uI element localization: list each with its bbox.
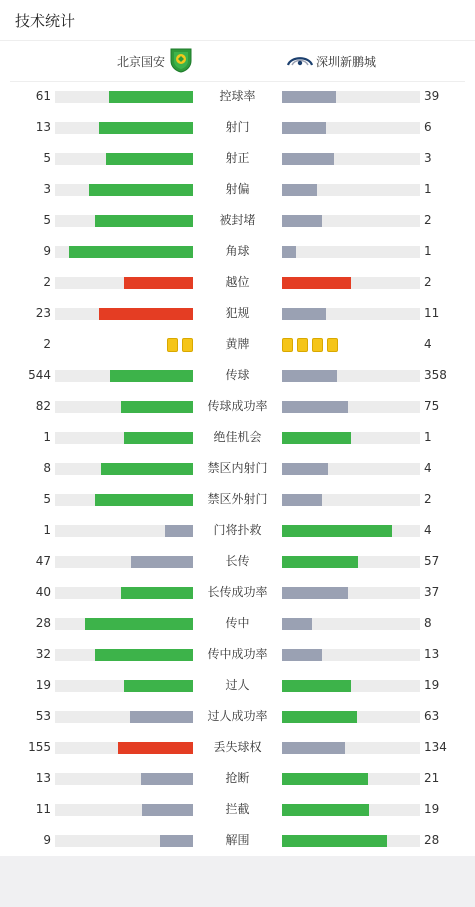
stats-list bbox=[0, 81, 475, 856]
home-bar bbox=[95, 649, 193, 661]
away-bar bbox=[282, 184, 317, 196]
away-bar bbox=[282, 711, 357, 723]
away-bar-track bbox=[282, 525, 420, 537]
home-bar bbox=[118, 742, 193, 754]
away-bar bbox=[282, 246, 296, 258]
home-bar-track bbox=[55, 246, 193, 258]
home-bar-track bbox=[55, 277, 193, 289]
yellow-card-icon bbox=[312, 338, 323, 352]
stat-row bbox=[0, 515, 475, 546]
stat-row bbox=[0, 422, 475, 453]
home-yellow-cards bbox=[167, 338, 193, 352]
home-value: 2 bbox=[43, 275, 51, 289]
home-team[interactable] bbox=[117, 41, 193, 81]
away-value: 2 bbox=[424, 492, 432, 506]
away-yellow-cards bbox=[282, 338, 338, 352]
away-value: 3 bbox=[424, 151, 432, 165]
stat-label: 控球率 bbox=[219, 89, 256, 103]
home-bar bbox=[121, 587, 193, 599]
away-bar-track bbox=[282, 215, 420, 227]
away-bar-track bbox=[282, 587, 420, 599]
stat-label: 被封堵 bbox=[219, 213, 256, 227]
home-bar bbox=[99, 122, 193, 134]
teams-header bbox=[0, 41, 475, 81]
away-bar bbox=[282, 215, 322, 227]
away-value: 1 bbox=[424, 244, 432, 258]
away-value: 4 bbox=[424, 461, 432, 475]
away-bar bbox=[282, 277, 351, 289]
away-bar bbox=[282, 773, 368, 785]
home-value: 5 bbox=[43, 492, 51, 506]
yellow-card-icon bbox=[167, 338, 178, 352]
away-bar bbox=[282, 494, 322, 506]
stat-row bbox=[0, 763, 475, 794]
stat-row bbox=[0, 670, 475, 701]
home-value: 5 bbox=[43, 213, 51, 227]
home-bar bbox=[101, 463, 193, 475]
away-value: 11 bbox=[424, 306, 440, 320]
home-bar bbox=[95, 215, 193, 227]
stat-row bbox=[0, 732, 475, 763]
away-bar bbox=[282, 432, 351, 444]
home-value: 47 bbox=[35, 554, 51, 568]
away-value: 4 bbox=[424, 523, 432, 537]
stat-row bbox=[0, 453, 475, 484]
away-value: 1 bbox=[424, 430, 432, 444]
stat-row bbox=[0, 267, 475, 298]
away-bar-track bbox=[282, 184, 420, 196]
home-bar bbox=[85, 618, 193, 630]
home-bar bbox=[124, 432, 193, 444]
stat-row bbox=[0, 143, 475, 174]
away-value: 6 bbox=[424, 120, 432, 134]
yellow-card-icon bbox=[297, 338, 308, 352]
away-bar bbox=[282, 680, 351, 692]
home-value: 61 bbox=[35, 89, 51, 103]
home-bar bbox=[89, 184, 193, 196]
away-value: 28 bbox=[424, 833, 440, 847]
stat-row bbox=[0, 546, 475, 577]
stat-row bbox=[0, 825, 475, 856]
away-bar-track bbox=[282, 649, 420, 661]
home-bar-track bbox=[55, 587, 193, 599]
home-bar-track bbox=[55, 711, 193, 723]
home-bar-track bbox=[55, 215, 193, 227]
home-bar bbox=[124, 277, 193, 289]
stat-row bbox=[0, 112, 475, 143]
stat-label: 禁区内射门 bbox=[207, 461, 268, 475]
stat-label: 过人成功率 bbox=[207, 709, 268, 723]
away-bar bbox=[282, 649, 322, 661]
away-bar bbox=[282, 804, 369, 816]
stat-row bbox=[0, 484, 475, 515]
away-bar-track bbox=[282, 308, 420, 320]
home-bar-track bbox=[55, 463, 193, 475]
away-bar bbox=[282, 587, 348, 599]
away-bar-track bbox=[282, 122, 420, 134]
home-bar-track bbox=[55, 153, 193, 165]
away-bar bbox=[282, 742, 345, 754]
away-bar bbox=[282, 525, 392, 537]
stat-label: 长传 bbox=[225, 554, 250, 568]
away-value: 19 bbox=[424, 678, 440, 692]
away-bar-track bbox=[282, 804, 420, 816]
home-bar-track bbox=[55, 742, 193, 754]
away-value: 2 bbox=[424, 213, 432, 227]
home-value: 11 bbox=[35, 802, 51, 816]
home-bar-track bbox=[55, 494, 193, 506]
stat-label: 传中 bbox=[225, 616, 250, 630]
stat-row bbox=[0, 81, 475, 112]
home-bar-track bbox=[55, 556, 193, 568]
home-value: 19 bbox=[35, 678, 51, 692]
yellow-card-icon bbox=[327, 338, 338, 352]
away-bar bbox=[282, 370, 337, 382]
stat-label: 禁区外射门 bbox=[207, 492, 268, 506]
home-value: 544 bbox=[28, 368, 51, 382]
home-value: 155 bbox=[28, 740, 51, 754]
home-bar bbox=[131, 556, 193, 568]
stat-row bbox=[0, 577, 475, 608]
home-bar-track bbox=[55, 835, 193, 847]
home-bar bbox=[69, 246, 193, 258]
stat-label: 长传成功率 bbox=[207, 585, 268, 599]
home-value: 1 bbox=[43, 523, 51, 537]
home-value: 8 bbox=[43, 461, 51, 475]
page-title: 技术统计 bbox=[15, 12, 76, 30]
stat-label: 传球成功率 bbox=[207, 399, 268, 413]
away-value: 358 bbox=[424, 368, 447, 382]
stat-row bbox=[0, 639, 475, 670]
home-bar-track bbox=[55, 308, 193, 320]
stat-label: 越位 bbox=[225, 275, 250, 289]
away-team-name: 深圳新鹏城 bbox=[316, 54, 377, 69]
home-bar bbox=[109, 91, 193, 103]
away-bar-track bbox=[282, 618, 420, 630]
stat-row bbox=[0, 236, 475, 267]
away-bar-track bbox=[282, 680, 420, 692]
home-value: 3 bbox=[43, 182, 51, 196]
home-bar-track bbox=[55, 804, 193, 816]
stat-row bbox=[0, 205, 475, 236]
away-bar-track bbox=[282, 773, 420, 785]
away-bar bbox=[282, 401, 348, 413]
stat-row bbox=[0, 391, 475, 422]
away-value: 134 bbox=[424, 740, 447, 754]
home-bar-track bbox=[55, 122, 193, 134]
home-bar-track bbox=[55, 618, 193, 630]
stat-label: 门将扑救 bbox=[213, 523, 262, 537]
stat-label: 绝佳机会 bbox=[213, 430, 262, 444]
stat-row bbox=[0, 608, 475, 639]
away-bar bbox=[282, 91, 336, 103]
away-value: 21 bbox=[424, 771, 440, 785]
home-value: 13 bbox=[35, 120, 51, 134]
stat-label: 抢断 bbox=[225, 771, 250, 785]
stat-label: 犯规 bbox=[225, 306, 250, 320]
home-bar-track bbox=[55, 680, 193, 692]
away-bar bbox=[282, 122, 326, 134]
stat-label: 角球 bbox=[225, 244, 250, 258]
stat-label: 射门 bbox=[225, 120, 250, 134]
yellow-card-icon bbox=[282, 338, 293, 352]
home-value: 82 bbox=[35, 399, 51, 413]
stat-row bbox=[0, 701, 475, 732]
home-bar-track bbox=[55, 91, 193, 103]
stat-row bbox=[0, 794, 475, 825]
home-team-crest-icon bbox=[169, 47, 193, 76]
home-value: 40 bbox=[35, 585, 51, 599]
home-bar bbox=[141, 773, 193, 785]
stat-label: 过人 bbox=[225, 678, 250, 692]
home-bar bbox=[142, 804, 193, 816]
stat-label: 丢失球权 bbox=[213, 740, 262, 754]
home-value: 9 bbox=[43, 833, 51, 847]
away-bar-track bbox=[282, 463, 420, 475]
away-bar bbox=[282, 308, 326, 320]
stat-label: 解围 bbox=[225, 833, 250, 847]
home-bar-track bbox=[55, 773, 193, 785]
away-bar-track bbox=[282, 742, 420, 754]
home-value: 9 bbox=[43, 244, 51, 258]
away-value: 75 bbox=[424, 399, 440, 413]
home-bar bbox=[95, 494, 193, 506]
home-value: 32 bbox=[35, 647, 51, 661]
away-bar-track bbox=[282, 370, 420, 382]
home-bar bbox=[124, 680, 193, 692]
home-bar bbox=[106, 153, 193, 165]
home-team-name: 北京国安 bbox=[116, 54, 165, 69]
home-value: 2 bbox=[43, 337, 51, 351]
home-bar bbox=[130, 711, 193, 723]
home-bar bbox=[121, 401, 193, 413]
away-bar bbox=[282, 618, 312, 630]
away-bar bbox=[282, 556, 358, 568]
away-value: 63 bbox=[424, 709, 440, 723]
away-value: 13 bbox=[424, 647, 440, 661]
stat-label: 拦截 bbox=[225, 802, 250, 816]
home-bar-track bbox=[55, 649, 193, 661]
away-bar bbox=[282, 835, 387, 847]
away-bar-track bbox=[282, 246, 420, 258]
stat-row bbox=[0, 174, 475, 205]
away-value: 1 bbox=[424, 182, 432, 196]
away-bar-track bbox=[282, 401, 420, 413]
stat-row bbox=[0, 360, 475, 391]
away-value: 57 bbox=[424, 554, 440, 568]
away-bar-track bbox=[282, 711, 420, 723]
away-team-crest-icon bbox=[287, 53, 313, 70]
home-bar bbox=[110, 370, 193, 382]
stat-row bbox=[0, 298, 475, 329]
away-bar-track bbox=[282, 556, 420, 568]
away-value: 4 bbox=[424, 337, 432, 351]
home-bar-track bbox=[55, 184, 193, 196]
home-value: 5 bbox=[43, 151, 51, 165]
stat-row bbox=[0, 329, 475, 360]
stat-label: 黄牌 bbox=[225, 337, 250, 351]
away-bar-track bbox=[282, 153, 420, 165]
home-bar-track bbox=[55, 370, 193, 382]
home-value: 13 bbox=[35, 771, 51, 785]
home-value: 28 bbox=[35, 616, 51, 630]
home-bar-track bbox=[55, 432, 193, 444]
away-bar-track bbox=[282, 835, 420, 847]
away-bar bbox=[282, 153, 334, 165]
away-bar-track bbox=[282, 277, 420, 289]
home-bar bbox=[165, 525, 193, 537]
away-team[interactable] bbox=[287, 41, 376, 81]
yellow-card-icon bbox=[182, 338, 193, 352]
home-value: 1 bbox=[43, 430, 51, 444]
stat-label: 传中成功率 bbox=[207, 647, 268, 661]
home-bar bbox=[99, 308, 193, 320]
stat-label: 射正 bbox=[225, 151, 250, 165]
away-value: 39 bbox=[424, 89, 440, 103]
away-value: 37 bbox=[424, 585, 440, 599]
home-bar-track bbox=[55, 401, 193, 413]
home-bar-track bbox=[55, 525, 193, 537]
home-value: 23 bbox=[35, 306, 51, 320]
stat-label: 传球 bbox=[225, 368, 250, 382]
away-value: 8 bbox=[424, 616, 432, 630]
away-value: 2 bbox=[424, 275, 432, 289]
away-bar-track bbox=[282, 91, 420, 103]
home-value: 53 bbox=[35, 709, 51, 723]
away-bar bbox=[282, 463, 328, 475]
stat-label: 射偏 bbox=[225, 182, 250, 196]
away-bar-track bbox=[282, 494, 420, 506]
home-bar bbox=[160, 835, 193, 847]
away-bar-track bbox=[282, 432, 420, 444]
away-value: 19 bbox=[424, 802, 440, 816]
